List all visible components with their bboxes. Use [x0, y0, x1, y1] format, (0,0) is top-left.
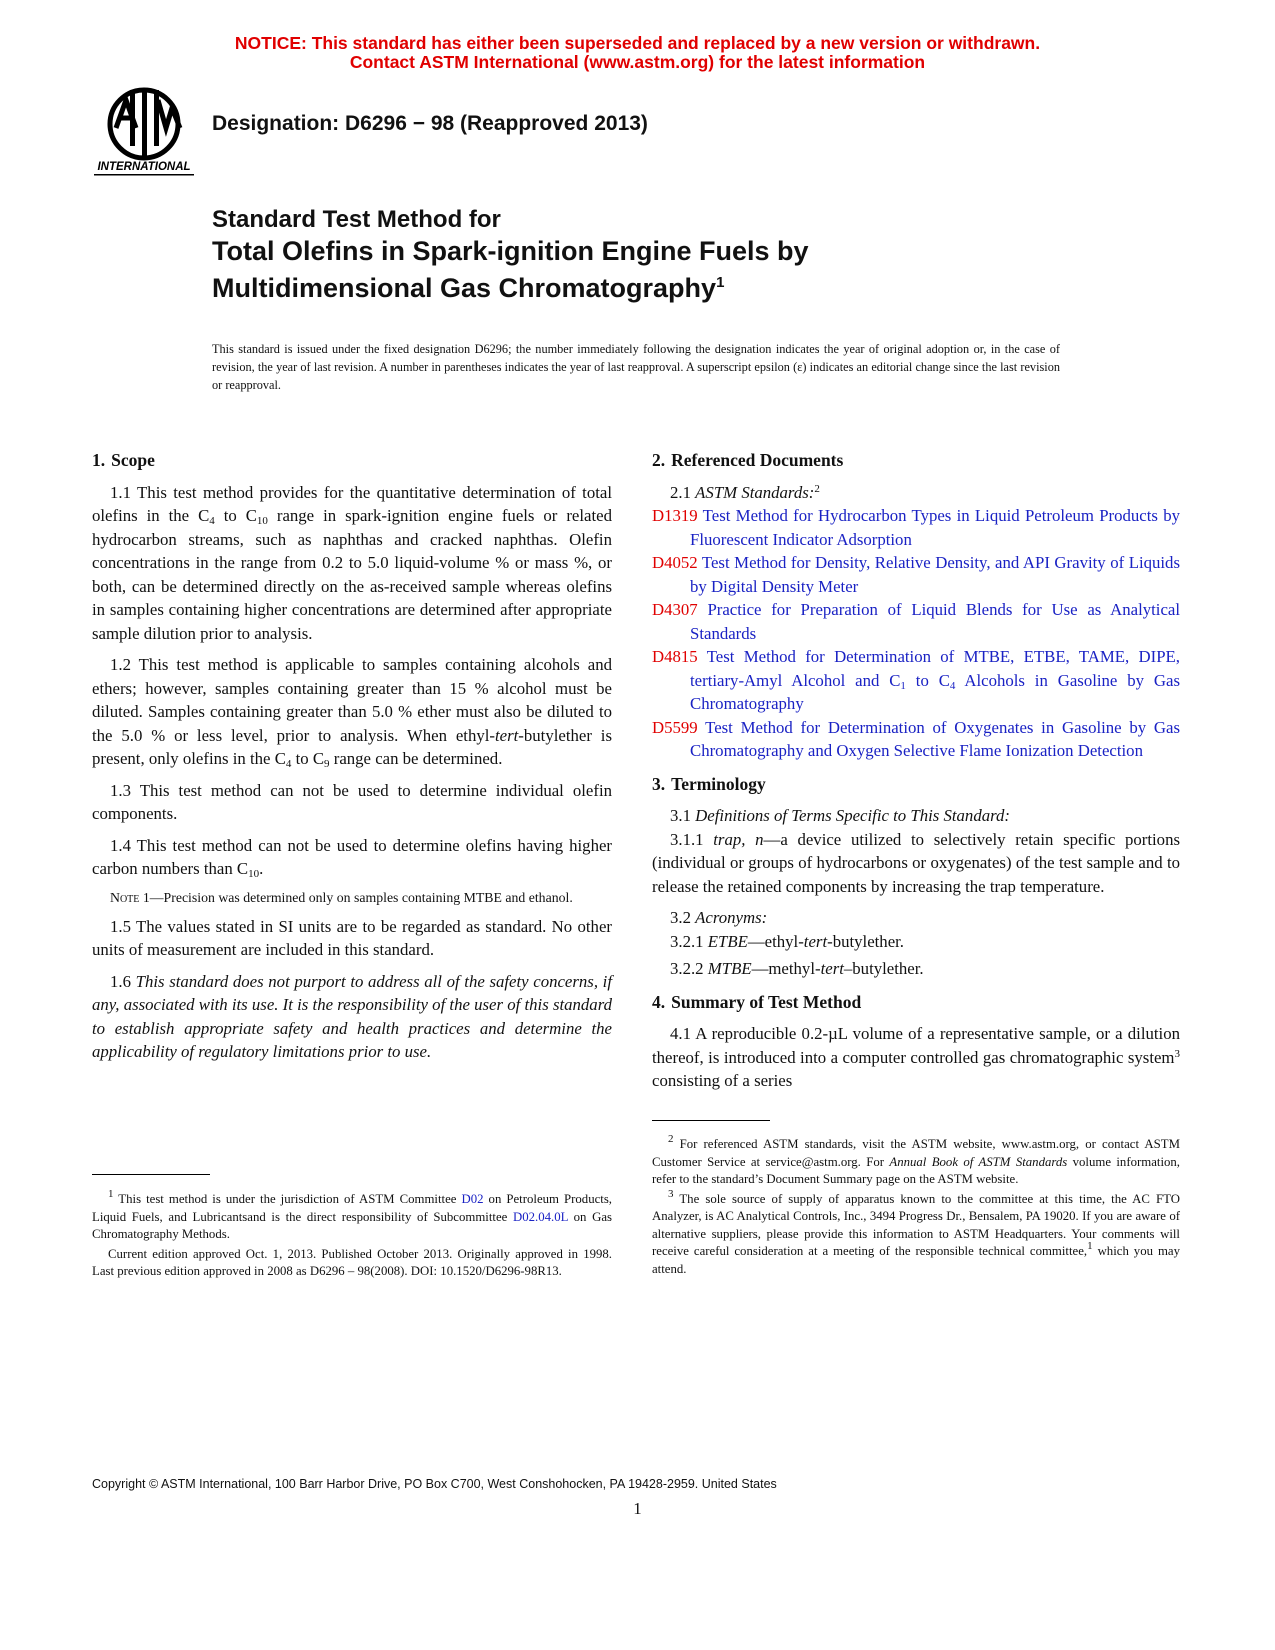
paragraph-1-2: 1.2 This test method is applicable to samples containing alcohols and ethers; however, samples containing greater than 15 % alcohol must be diluted. Samples containing greater than 5.0 % ether must also be diluted to the 5.0 % or less level, prior to analysis. When ethyl-tert-butylether is present, only olefins in the $C_4$ to $C_9$ range can be determined. [92, 655, 612, 770]
ref-item-d5599[interactable]: D5599 Test Method for Determination of Oxygenates in Gasoline by Gas Chromatography and Oxygen Selective Flame Ionization Detection [652, 717, 1180, 760]
footnote-1-edition: Current edition approved Oct. 1, 2013. Published October 2013. Originally approved in 1998. Last previous edition approved in 2008 as D6296 – 98(2008). DOI: 10.1520/D6296-98R13. [92, 1246, 612, 1278]
section-title: Scope [111, 450, 155, 470]
section-heading-referenced-documents: 2. Referenced Documents [652, 450, 844, 470]
ref-item-d4815[interactable]: D4815 Test Method for Determination of MTBE, ETBE, TAME, DIPE, tertiary-Amyl Alcohol and $C_1$ to $C_4$ Alcohols in Gasoline by Gas Chromatography [652, 647, 1180, 713]
copyright-line: Copyright © ASTM International, 100 Barr Harbor Drive, PO Box C700, West Conshohocken, PA 19428-2959. United States [92, 1477, 777, 1491]
footnotes-left [92, 1188, 613, 1283]
paragraph-3-2-2: 3.2.2 MTBE—methyl-tert–butylether. [670, 959, 924, 978]
page-number: 1 [633, 1499, 642, 1518]
footnote-3: 3 The sole source of supply of apparatus known to the committee at this time, the AC FTO Analyzer, is AC Analytical Controls, Inc., 3494 Progress Dr., Bensalem, PA 19020. If you are aware of alternative suppliers, please provide this information to ASTM Headquarters. Your comments will receive careful consideration at a meeting of the responsible technical committee,1 which you may attend. [652, 1187, 1180, 1276]
paragraph-3-1-1: 3.1.1 trap, n—a device utilized to selectively retain specific portions (individual or groups of hydrocarbons or oxygenates) of the test sample and to release the retained components by increasing the trap temperature. [652, 829, 1180, 896]
notice-line-2: Contact ASTM International (www.astm.org) for the latest information [349, 52, 926, 72]
note-text: —Precision was determined only on samples containing MTBE and ethanol. [149, 889, 573, 905]
footnote-rule-left [92, 1174, 210, 1175]
title-line-1: Standard Test Method for [212, 206, 501, 233]
preamble: This standard is issued under the fixed designation D6296; the number immediately following the designation indicates the year of original adoption or, in the case of revision, the year of last revision. A number in parentheses indicates the year of last reapproval. A superscript epsilon (ε) indicates an editorial change since the last revision or reapproval. [212, 342, 1060, 392]
designation: Designation: D6296 − 98 (Reapproved 2013) [212, 112, 648, 135]
ref-item-d4307[interactable]: D4307 Practice for Preparation of Liquid Blends for Use as Analytical Standards [652, 600, 1181, 643]
title-footnote-mark: 1 [716, 274, 725, 291]
section-heading-scope [92, 449, 612, 473]
notice-banner [0, 34, 1275, 72]
paragraph-3-2-1: 3.2.1 ETBE—ethyl-tert-butylether. [670, 931, 905, 951]
right-column [652, 449, 1180, 1101]
section-number: 1. [92, 450, 106, 470]
paragraph-4-1: 4.1 A reproducible 0.2-µL volume of a representative sample, or a dilution thereof, is introduced into a computer controlled gas chromatographic system$^3$ consisting of a series [652, 1024, 1180, 1090]
link-subcommittee-d02-04-0l[interactable]: D02.04.0L [512, 1209, 568, 1224]
paragraph-3-2: 3.2 Acronyms: [670, 908, 768, 927]
paragraph-1-5: 1.5 The values stated in SI units are to be regarded as standard. No other units of measurement are included in this standard. [92, 916, 612, 959]
note-label: Note 1 [110, 889, 150, 905]
astm-logo [92, 84, 198, 180]
document-title [212, 205, 809, 304]
title-line-3 [212, 267, 809, 304]
paragraph-1-6: 1.6 This standard does not purport to address all of the safety concerns, if any, associated with its use. It is the responsibility of the user of this standard to establish appropriate safety and health practices and determine the applicability of regulatory limitations prior to use. [92, 971, 612, 1061]
footnotes-right [652, 1133, 1180, 1280]
notice-line-1: NOTICE: This standard has either been superseded and replaced by a new version or withdrawn. [234, 33, 1041, 53]
left-column [92, 449, 612, 1072]
link-committee-d02[interactable]: D02 [461, 1192, 484, 1206]
section-heading-terminology: 3. Terminology [652, 773, 766, 794]
paragraph-1-4: 1.4 This test method can not be used to determine olefins having higher carbon numbers than $C_{10}$. [92, 835, 612, 880]
footnote-rule-right [652, 1120, 770, 1121]
section-heading-summary: 4. Summary of Test Method [652, 991, 862, 1012]
title-line-3-text: Multidimensional Gas Chromatography [212, 273, 717, 303]
ref-item-d4052[interactable]: D4052 Test Method for Density, Relative Density, and API Gravity of Liquids by Digital Density Meter [652, 553, 1180, 596]
paragraph-2-1: 2.1 ASTM Standards:$^2$ [670, 482, 820, 502]
footnote-1: 1 This test method is under the jurisdiction of ASTM Committee D02 on Petroleum Products, Liquid Fuels, and Lubricantsand is the direct responsibility of Subcommittee D02.04.0L on Gas Chromatography Methods. [92, 1188, 613, 1241]
footnote-2: 2 For referenced ASTM standards, visit the ASTM website, www.astm.org, or contact ASTM Customer Service at service@astm.org. For Annual Book of ASTM Standards volume information, refer to the standard’s Document Summary page on the ASTM website. [652, 1133, 1180, 1186]
paragraph-1-3: 1.3 This test method can not be used to determine individual olefin components. [92, 780, 612, 823]
paragraph-3-1: 3.1 Definitions of Terms Specific to This Standard: [670, 806, 1010, 825]
ref-item-d1319[interactable]: D1319 Test Method for Hydrocarbon Types in Liquid Petroleum Products by Fluorescent Indicator Adsorption [652, 506, 1180, 549]
paragraph-1-1: 1.1 This test method provides for the quantitative determination of total olefins in the $C_4$ to $C_{10}$ range in spark-ignition engine fuels or related hydrocarbon streams, such as naphthas and cracked naphthas. Olefin concentrations in the range from 0.2 to 5.0 liquid-volume % or mass %, or both, can be determined directly on the as-received sample whereas olefins in samples containing higher concentrations are determined after appropriate sample dilution prior to analysis. [92, 482, 612, 643]
title-line-2: Total Olefins in Spark-ignition Engine Fuels by [212, 236, 809, 266]
note-1 [92, 889, 612, 907]
logo-wordmark: INTERNATIONAL [97, 161, 191, 173]
